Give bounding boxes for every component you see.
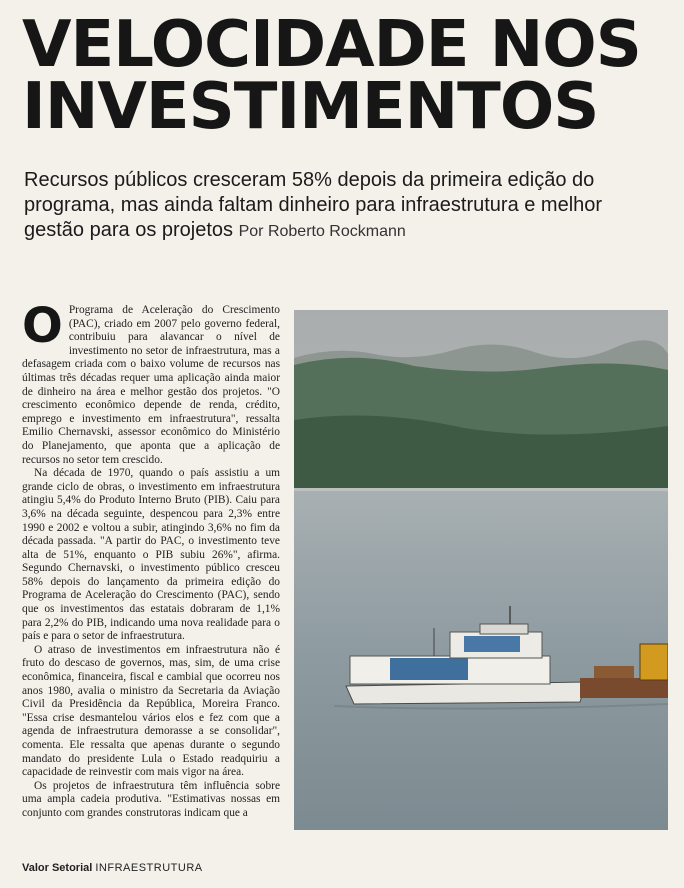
byline: Por Roberto Rockmann <box>238 223 406 240</box>
headline-line-2: INVESTIMENTOS <box>22 70 599 144</box>
paragraph-4: Os projetos de infraestrutura têm influência sobre uma ampla cadeia produtiva. "Estimativas nossas em conjunto com grandes construtoras indicam que a <box>22 779 280 819</box>
drop-cap: O <box>22 298 63 354</box>
article-body <box>22 298 280 821</box>
article-subtitle <box>24 168 664 244</box>
paragraph-3: O atraso de investimentos em infraestrutura não é fruto do descaso de governos, mas, sim, de uma crise econômica, financeira, fiscal e cambial que ocorreu nos anos 1980, avalia o ministro da Secretaria da Aviação Civil da Presidência da República, Moreira Franco. "Essa crise desmantelou vários elos e fez com que a agenda de infraestrutura demorasse a se consolidar", comenta. Ele ressalta que apenas durante o segundo mandato do presidente Lula o Estado readquiriu a capacidade de reinvestir com mais vigor na área. <box>22 643 280 779</box>
headline-line-1: VELOCIDADE NOS <box>22 8 641 82</box>
river-boat-photo <box>294 310 668 830</box>
footer-section: INFRAESTRUTURA <box>95 862 203 874</box>
waterline <box>294 488 668 491</box>
article-headline <box>22 8 672 144</box>
subtitle-text: Recursos públicos cresceram 58% depois da primeira edição do programa, mas ainda faltam dinheiro para infraestrutura e melhor gestão para os projetos <box>24 169 603 241</box>
paragraph-2: Na década de 1970, quando o país assistiu a um grande ciclo de obras, o investimento em infraestrutura atingiu 5,4% do Produto Interno Bruto (PIB). Caiu para 3,6% na década seguinte, despencou para 2,3% entre 1990 e 2002 e voltou a subir, atingindo 3,6% no fim da década passada. "A partir do PAC, o investimento teve alta de 51%, enquanto o PIB subiu 26%", afirma. Segundo Chernavski, o investimento público cresceu 58% depois do lançamento da primeira edição do Programa de Aceleração do Crescimento (PAC), sendo que os investimentos das estatais dobraram de 1,1% para 2,2% do PIB, indicando uma nova realidade para o país e para o setor de infraestrutura. <box>22 467 280 643</box>
photo-illustration <box>294 310 668 830</box>
paragraph-1-text: Programa de Aceleração do Crescimento (PAC), criado em 2007 pelo governo federal, contribuiu para alavancar o nível de investimento no setor de infraestrutura, mas a defasagem criada com o baixo volume de recursos nas últimas três décadas requer uma aplicação ainda maior de dinheiro na área e melhor gestão dos projetos. "O crescimento econômico depende de renda, crédito, emprego e investimento em infraestrutura", ressalta Emilio Chernavski, assessor econômico do Ministério do Planejamento, que aponta que a aplicação de recursos no setor tem crescido. <box>22 304 280 466</box>
footer-brand: Valor Setorial <box>22 862 93 874</box>
paragraph-1 <box>22 298 280 467</box>
page-footer <box>22 862 203 874</box>
